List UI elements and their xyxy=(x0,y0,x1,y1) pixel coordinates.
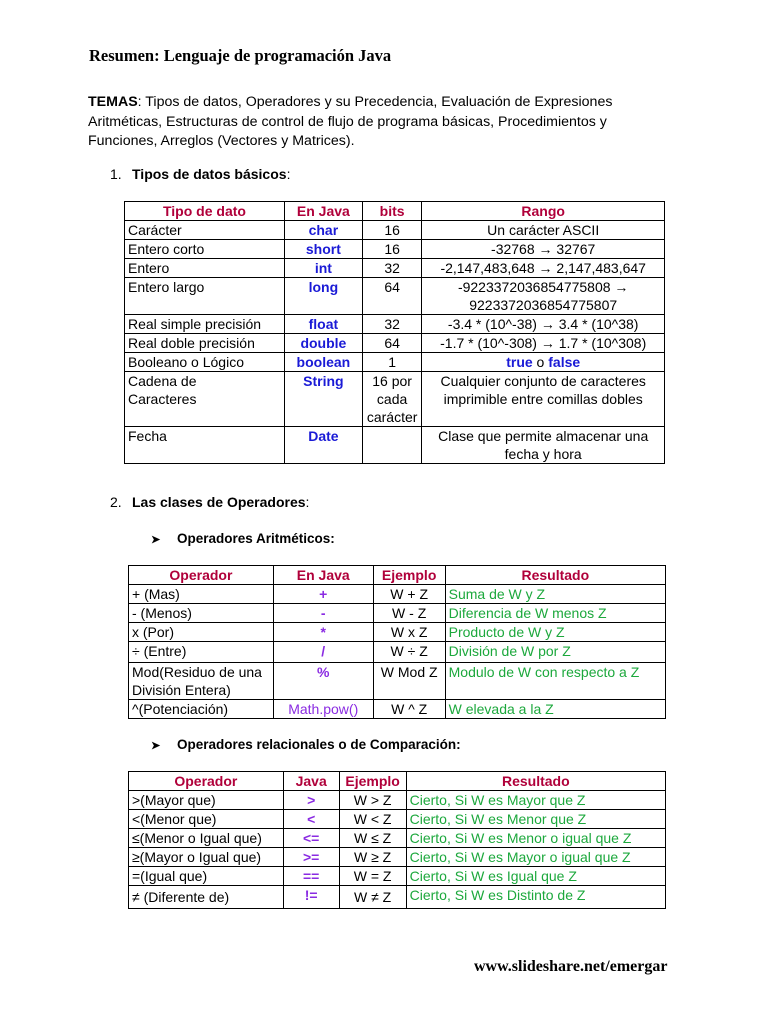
table-row xyxy=(129,829,666,848)
java-operator: - xyxy=(273,604,373,623)
java-operator: > xyxy=(283,791,339,810)
result: Cierto, Si W es Menor o igual que Z xyxy=(406,829,665,848)
java-type: boolean xyxy=(284,353,362,372)
operator: >(Mayor que) xyxy=(129,791,284,810)
table-row xyxy=(129,810,666,829)
operator: x (Por) xyxy=(129,623,274,642)
bits: 64 xyxy=(362,278,422,315)
type-name: Entero corto xyxy=(125,240,285,259)
subsection-label: Operadores relacionales o de Comparación: xyxy=(177,737,461,752)
table-row xyxy=(129,642,666,663)
range: Clase que permite almacenar una fecha y hora xyxy=(422,427,665,464)
java-operator: Math.pow() xyxy=(273,700,373,719)
true-value: true xyxy=(506,354,533,370)
java-type: String xyxy=(284,372,362,427)
table-row xyxy=(125,259,665,278)
bits: 16 xyxy=(362,240,422,259)
table-row xyxy=(125,221,665,240)
java-type: Date xyxy=(284,427,362,464)
arithmetic-operators-table xyxy=(128,565,666,719)
column-header: Ejemplo xyxy=(339,772,406,791)
or-word: o xyxy=(532,354,549,370)
false-value: false xyxy=(548,354,581,370)
table-header-row xyxy=(129,772,666,791)
java-operator: % xyxy=(273,663,373,700)
example: W ÷ Z xyxy=(373,642,445,663)
operator: - (Menos) xyxy=(129,604,274,623)
table-row xyxy=(129,886,666,909)
document-title: Resumen: Lenguaje de programación Java xyxy=(89,46,392,65)
type-name: Real doble precisión xyxy=(125,334,285,353)
range: -3.4 * (10^-38) → 3.4 * (10^38) xyxy=(422,315,665,334)
subsection-arithmetic xyxy=(151,531,335,546)
example: W ≥ Z xyxy=(339,848,406,867)
section-suffix: : xyxy=(305,494,310,510)
type-name: Booleano o Lógico xyxy=(125,353,285,372)
result: Cierto, Si W es Menor que Z xyxy=(406,810,665,829)
section-number: 2. xyxy=(110,494,122,510)
operator: =(Igual que) xyxy=(129,867,284,886)
result: Cierto, Si W es Igual que Z xyxy=(406,867,665,886)
table-header-row xyxy=(125,202,665,221)
java-type: double xyxy=(284,334,362,353)
result: Cierto, Si W es Distinto de Z xyxy=(406,886,665,909)
table-header-row xyxy=(129,566,666,585)
table-row xyxy=(125,278,665,315)
operator: ≥(Mayor o Igual que) xyxy=(129,848,284,867)
bits xyxy=(362,427,422,464)
bits: 16 por cada carácter xyxy=(362,372,422,427)
bits: 32 xyxy=(362,259,422,278)
java-operator: == xyxy=(283,867,339,886)
type-name: Cadena de Caracteres xyxy=(125,372,285,427)
table-row xyxy=(125,240,665,259)
java-operator: * xyxy=(273,623,373,642)
example: W > Z xyxy=(339,791,406,810)
java-operator: < xyxy=(283,810,339,829)
section-suffix: : xyxy=(286,166,291,182)
temas-text: : Tipos de datos, Operadores y su Precedencia, Evaluación de Expresiones Aritméticas, Estructuras de control de flujo de programa básicas, Procedimientos y Funciones, Arreglos (Vectores y Matrices). xyxy=(88,94,613,149)
range: -32768 → 32767 xyxy=(422,240,665,259)
result: Suma de W y Z xyxy=(445,585,665,604)
result: Diferencia de W menos Z xyxy=(445,604,665,623)
range xyxy=(422,353,665,372)
operator: ^(Potenciación) xyxy=(129,700,274,719)
example: W Mod Z xyxy=(373,663,445,700)
result: W elevada a la Z xyxy=(445,700,665,719)
column-header: Resultado xyxy=(445,566,665,585)
bits: 64 xyxy=(362,334,422,353)
table-row xyxy=(129,623,666,642)
java-type: short xyxy=(284,240,362,259)
table-row xyxy=(129,663,666,700)
subsection-relational xyxy=(151,737,461,752)
java-type: float xyxy=(284,315,362,334)
bullet-arrow-icon: ➤ xyxy=(151,740,161,752)
operator: ≠ (Diferente de) xyxy=(129,886,284,909)
example: W ≠ Z xyxy=(339,886,406,909)
type-name: Carácter xyxy=(125,221,285,240)
bits: 16 xyxy=(362,221,422,240)
bullet-arrow-icon: ➤ xyxy=(151,534,161,546)
example: W - Z xyxy=(373,604,445,623)
table-row xyxy=(129,585,666,604)
example: W = Z xyxy=(339,867,406,886)
example: W < Z xyxy=(339,810,406,829)
table-row xyxy=(125,353,665,372)
section-number: 1. xyxy=(110,166,122,182)
table-row xyxy=(125,315,665,334)
subsection-label: Operadores Aritméticos: xyxy=(177,531,335,546)
table-row xyxy=(129,791,666,810)
range: -2,147,483,648 → 2,147,483,647 xyxy=(422,259,665,278)
result: Producto de W y Z xyxy=(445,623,665,642)
column-header: Resultado xyxy=(406,772,665,791)
java-operator: != xyxy=(283,886,339,909)
bits: 32 xyxy=(362,315,422,334)
range: -9223372036854775808 → 9223372036854775807 xyxy=(422,278,665,315)
table-row xyxy=(129,848,666,867)
table-row xyxy=(125,427,665,464)
column-header: Rango xyxy=(422,202,665,221)
type-name: Real simple precisión xyxy=(125,315,285,334)
operator: Mod(Residuo de una División Entera) xyxy=(129,663,274,700)
type-name: Fecha xyxy=(125,427,285,464)
operator: <(Menor que) xyxy=(129,810,284,829)
table-row xyxy=(129,604,666,623)
table-row xyxy=(125,334,665,353)
table-row xyxy=(125,372,665,427)
java-operator: / xyxy=(273,642,373,663)
column-header: Ejemplo xyxy=(373,566,445,585)
relational-operators-table xyxy=(128,771,666,909)
example: W ^ Z xyxy=(373,700,445,719)
table-row xyxy=(129,700,666,719)
range: -1.7 * (10^-308) → 1.7 * (10^308) xyxy=(422,334,665,353)
column-header: Tipo de dato xyxy=(125,202,285,221)
bits: 1 xyxy=(362,353,422,372)
table-row xyxy=(129,867,666,886)
java-operator: >= xyxy=(283,848,339,867)
operator: ≤(Menor o Igual que) xyxy=(129,829,284,848)
operator: + (Mas) xyxy=(129,585,274,604)
section-label: Tipos de datos básicos xyxy=(132,166,287,182)
column-header: bits xyxy=(362,202,422,221)
result: Modulo de W con respecto a Z xyxy=(445,663,665,700)
section-1-heading xyxy=(110,166,290,182)
java-operator: <= xyxy=(283,829,339,848)
section-label: Las clases de Operadores xyxy=(132,494,306,510)
data-types-table xyxy=(124,201,665,464)
column-header: Operador xyxy=(129,566,274,585)
footer-url: www.slideshare.net/emergar xyxy=(474,958,668,975)
column-header: En Java xyxy=(284,202,362,221)
temas-label: TEMAS xyxy=(88,94,138,110)
column-header: Operador xyxy=(129,772,284,791)
temas-paragraph xyxy=(88,93,663,152)
result: Cierto, Si W es Mayor que Z xyxy=(406,791,665,810)
range: Cualquier conjunto de caracteres imprimible entre comillas dobles xyxy=(422,372,665,427)
example: W x Z xyxy=(373,623,445,642)
java-type: long xyxy=(284,278,362,315)
java-operator: + xyxy=(273,585,373,604)
java-type: int xyxy=(284,259,362,278)
java-type: char xyxy=(284,221,362,240)
result: División de W por Z xyxy=(445,642,665,663)
column-header: En Java xyxy=(273,566,373,585)
column-header: Java xyxy=(283,772,339,791)
range: Un carácter ASCII xyxy=(422,221,665,240)
example: W + Z xyxy=(373,585,445,604)
example: W ≤ Z xyxy=(339,829,406,848)
result: Cierto, Si W es Mayor o igual que Z xyxy=(406,848,665,867)
type-name: Entero largo xyxy=(125,278,285,315)
section-2-heading xyxy=(110,494,309,510)
type-name: Entero xyxy=(125,259,285,278)
operator: ÷ (Entre) xyxy=(129,642,274,663)
